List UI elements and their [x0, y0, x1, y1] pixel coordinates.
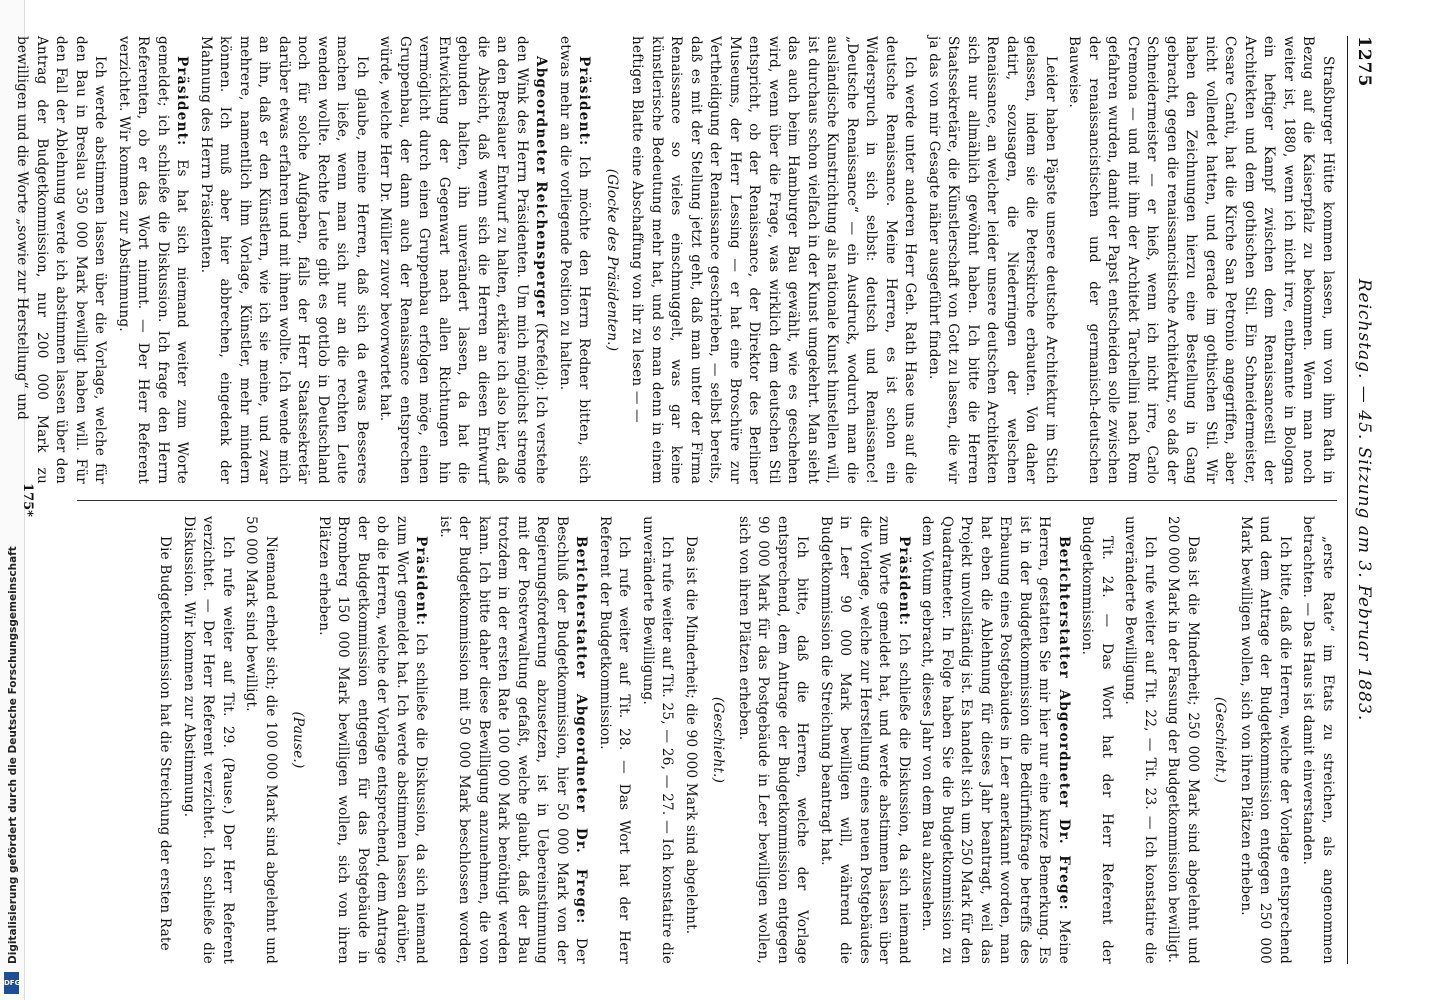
paragraph-text: Tit. 24. — Das Wort hat der Herr Referent der Budgetkommission.	[1079, 516, 1115, 964]
right-column	[77, 516, 1337, 964]
paragraph	[114, 36, 192, 484]
paragraph	[196, 36, 372, 484]
page-header	[1347, 36, 1378, 964]
paragraph	[1236, 516, 1295, 964]
paragraph-text: Ich werde abstimmen lassen über die Vorlage, welche für den Bau in Breslau 350 000 Mark bewilligt haben will. Für den Fall der Ablehnung werde ich abstimmen lassen über den Antrag der Budgetkommission, nur 200 000 Mark zu bewilligen und die Worte „sowie zur Herstellung“ und	[14, 36, 109, 484]
paragraph-text: Ich rufe weiter auf Tit. 29. (Pause.) Der Herr Referent verzichtet. — Der Herr Referent verzichtet. Ich schließe die Diskussion. Wir kommen zur Abstimmung.	[181, 516, 236, 964]
paragraph	[288, 516, 308, 964]
paragraph	[1298, 516, 1337, 964]
paragraph	[681, 516, 701, 964]
paragraph	[179, 516, 238, 964]
paragraph	[924, 36, 1061, 484]
paragraph-text: Ich bitte, daß die Herren, welche der Vorlage entsprechend, dem Antrage der Budgetkommission entgegen 90 000 Mark für das Postgebäude in Leer bewilligen wollen, sich von ihren Plätzen erheben.	[736, 516, 811, 964]
paragraph	[734, 516, 812, 964]
speaker-name: Abgeordneter Reichensperger	[533, 56, 550, 319]
speaker-name: Berichterstatter Abgeordneter Dr. Frege:	[573, 536, 590, 925]
paragraph-text: (Krefeld): Ich verstehe den Wink des Herrn Präsidenten. Um mich möglichst strenge an den Breslauer Entwurf zu halten, erkläre ich also hier, daß die Absicht, daß wenn sich die Herren an diesen Entwurf gebunden halten, ihn unverändert lassen, da hat die Entwicklung der Gegenwart nach allen Richtungen hin vermöglicht durch einen Gruppenbau erfolgen möge, einen Gruppenbau, der dann auch der Renaissance entsprechen würde, welche Herr Dr. Müller zuvor bevorwortet hat.	[377, 36, 550, 484]
paragraph	[1064, 36, 1337, 484]
speaker-name: Berichterstatter Abgeordneter Dr. Frege:	[1056, 536, 1072, 911]
speaker-name: Präsident:	[413, 536, 430, 627]
speaker-name: Präsident:	[174, 56, 191, 147]
paragraph-text: Es hat sich niemand weiter zum Worte gemeldet; ich schließe die Diskussion. Ich frage den Herrn Referenten, ob er das Wort nimmt. — Der Herr Referent verzichtet. Wir kommen zur Abstimmung.	[116, 36, 191, 484]
paragraph-text: Ich werde unter anderen Herr Geh. Rath Hase uns auf die deutsche Renaissance. Meine Herren, es ist schon ein Widerspruch in sich selbst: deutsch und Renaissance! „Deutsche Renaissance“ — ein Ausdruck, wodurch man die ausländische Kunstrichtung als nationale Kunst hinstellen will, ist durchaus schon vielfach in der Kunst umgekehrt. Man sieht das auch beim Hamburger Bau gewählt, wie es geschehen wird, wenn über die Frage, was wirklich dem deutschen Stil entspricht, ob der Renaissance, der Direktor des Berliner Museums, der Herr Lessing — er hat eine Broschüre zur Vertheidigung der Renaissance geschrieben, — selbst bereits, daß es mit der Stellung jetzt geht, daß man unter der Firma Renaissance so vieles einschmuggelt, was gar keine künstlerische Bedeutung mehr hat, und so man denn in einem heftigen Blatte eine Abschaffung von ihr zu lesen — —	[629, 36, 919, 484]
paragraph	[627, 36, 920, 484]
speaker-name: Präsident:	[576, 56, 593, 147]
paragraph	[155, 516, 175, 964]
paragraph	[1120, 516, 1159, 964]
paragraph-text: (Geschieht.)	[1212, 696, 1229, 784]
paragraph	[917, 516, 1073, 964]
paragraph	[638, 516, 677, 964]
paragraph-text: (Glocke des Präsidenten.)	[604, 168, 620, 352]
paragraph	[1210, 516, 1230, 964]
paragraph-text: Meine Herren, gestatten Sie mir hier nur eine kurze Bemerkung. Es ist in der Budgetkommission die Bedürfnißfrage betreffs des Erbauung eines Postgebäudes in Leer anerkannt worden, man hat eben die Ablehnung für dieses Jahr beantragt, weil das Projekt unvollständig ist. Es handelt sich um 250 Mark für den Quadratmeter. In Folge haben Sie die Budgetkommission zu dem Votum gebracht, dieses Jahr von dem Bau abzusehen.	[919, 516, 1072, 964]
paragraph-text: Das ist die Minderheit; die 90 000 Mark sind abgelehnt.	[683, 536, 699, 935]
paragraph	[314, 516, 431, 964]
dfg-credit-text: Digitalisierung gefördert durch die Deutsche Forschungsgemeinschaft	[7, 546, 19, 964]
paragraph	[1077, 516, 1116, 964]
paragraph-text: „erste Rate“ im Etats zu streichen, als angenommen betrachten. — Das Haus ist damit einverstanden.	[1300, 516, 1336, 964]
paragraph-text: Ich schließe die Diskussion, da sich niemand zum Worte gemeldet hat, und werde abstimmen lassen über die Vorlage, welche zur Herstellung eines neuen Postgebäudes in Leer 90 000 Mark bewilligen will, während die Budgetkommission die Streichung beantragt hat.	[818, 516, 912, 964]
paragraph-text: Ich möchte den Herrn Redner bitten, sich etwas mehr an die vorliegende Position zu halten.	[557, 36, 593, 484]
paragraph	[375, 36, 551, 484]
paragraph	[1163, 516, 1202, 964]
paragraph-text: Niemand erhebt sich; die 100 000 Mark sind abgelehnt und 50 000 Mark sind bewilligt.	[243, 516, 279, 964]
paragraph-text: Ich rufe weiter auf Tit. 28. — Das Wort hat der Herr Referent der Budgetkommission.	[597, 516, 633, 964]
paragraph	[595, 516, 634, 964]
paragraph	[816, 516, 914, 964]
paragraph	[435, 516, 591, 964]
paragraph	[602, 36, 622, 484]
paragraph-text: Das ist die Minderheit; 250 000 Mark sind abgelehnt und 200 000 Mark in der Fassung der Budgetkommission bewilligt.	[1165, 516, 1201, 964]
paragraph-text: Ich bitte, daß die Herren, welche der Vorlage entsprechend und dem Antrage der Budgetkommission entgegen 250 000 Mark bewilligen wollen, sich von ihren Plätzen erheben.	[1238, 516, 1293, 964]
sheet-signature: 175*	[20, 483, 35, 517]
paragraph	[241, 516, 280, 964]
paragraph	[555, 36, 594, 484]
page-number: 1275	[1354, 36, 1374, 88]
paragraph-text: (Geschieht.)	[710, 696, 727, 784]
paragraph	[708, 516, 728, 964]
page-title: Reichstag. — 45. Sitzung am 3. Februar 1883.	[1354, 278, 1374, 722]
paragraph-text: Straßburger Hütte kommen lassen, um von ihm Rath in Bezug auf die Kaiserpfalz zu bekommen. Wenn man noch weiter ist, 1880, wenn ich nicht irre, entbrannte in Bologna ein heftiger Kampf zwischen dem Renaissancestil der Architekten und dem gothischen Stil. Ein Schneidermeister, Cesare Cantù, hat die Kirche San Petronio angegriffen, aber nicht vollendet hatten, und gerade im gothischen Stil. Wir haben den Zeichnungen hierzu eine Bestellung in Gang gebracht, gegen die renaissancistische Architektur, so daß der Schneidermeister — er hieß, wenn ich nicht irre, Carlo Cremona — und mit ihm der Architekt Tarchellini nach Rom gefahren wurden, damit der Papst entscheiden solle zwischen der renaissancistischen und der germanisch-deutschen Bauweise.	[1066, 36, 1336, 484]
paragraph-text: Leider haben Päpste unsere deutsche Architektur im Stich gelassen, indem sie die Peterskirche erbauten. Von daher datirt, sozusagen, die Niederringen der welschen Renaissance, an welcher leider unsere deutschen Architekten sich nur allmählich gewöhnt haben. Ich bitte die Herren Staatssekretäre, die Künstlerschaft von Gott zu lassen, die wir ja das von mir Gesagte näher ausgeführt finden.	[926, 36, 1059, 484]
paragraph-text: Ich glaube, meine Herren, daß sich da etwas Besseres machen ließe, wenn man sich nur an die rechten Leute wenden wollte. Rechte Leute gibt es gottlob in Deutschland noch für solche Aufgaben, falls der Herr Staatssekretär darüber etwas erfahren und mit ihnen wollte. Ich wende mich an ihn, daß er den Künstlern, wie ich sie meine, und zwar mehrere, namentlich ihm Vorlage, Künstler, mehr mindern können. Ich muß aber hier abbrechen, eingedenk der Mahnung des Herrn Präsidenten.	[198, 36, 370, 484]
paragraph-text: (Pause.)	[290, 711, 307, 769]
left-column	[14, 36, 1337, 484]
paragraph-text: Die Budgetkommission hat die Streichung der ersten Rate	[157, 536, 174, 951]
dfg-logo: DFG	[4, 972, 19, 994]
paragraph-text: Ich rufe weiter auf Tit. 25, — 26, — 27. — Ich konstatire die unveränderte Bewilligung.	[640, 516, 676, 964]
speaker-name: Präsident:	[896, 536, 912, 627]
paragraph-text: Ich schließe die Diskussion, da sich niemand zum Wort gemeldet hat. Ich werde abstimmen lassen darüber, ob die Herren, welche der Vorlage entsprechend, dem Antrage der Budgetkommission entgegen für das Postgebäude in Bromberg 150 000 Mark bewilligen wollen, sich von ihren Plätzen erheben.	[316, 516, 430, 964]
paragraph-text: Der Beschluß der Budgetkommission, hier 50 000 Mark von der Regierungsforderung abzusetzen, ist in Uebereinstimmung mit der Postverwaltung gefaßt, welche glaubt, daß der Bau trotzdem in der ersten Rate 100 000 Mark benöthigt werden kann. Ich bitte daher diese Bewilligung anzunehmen, die von der Budgetkommission mit 50 000 Mark beschlossen worden ist.	[437, 516, 590, 964]
paragraph-text: Ich rufe weiter auf Tit. 22, — Tit. 23. — Ich konstatire die unveränderte Bewilligung.	[1122, 516, 1158, 964]
column-divider	[77, 500, 1337, 501]
